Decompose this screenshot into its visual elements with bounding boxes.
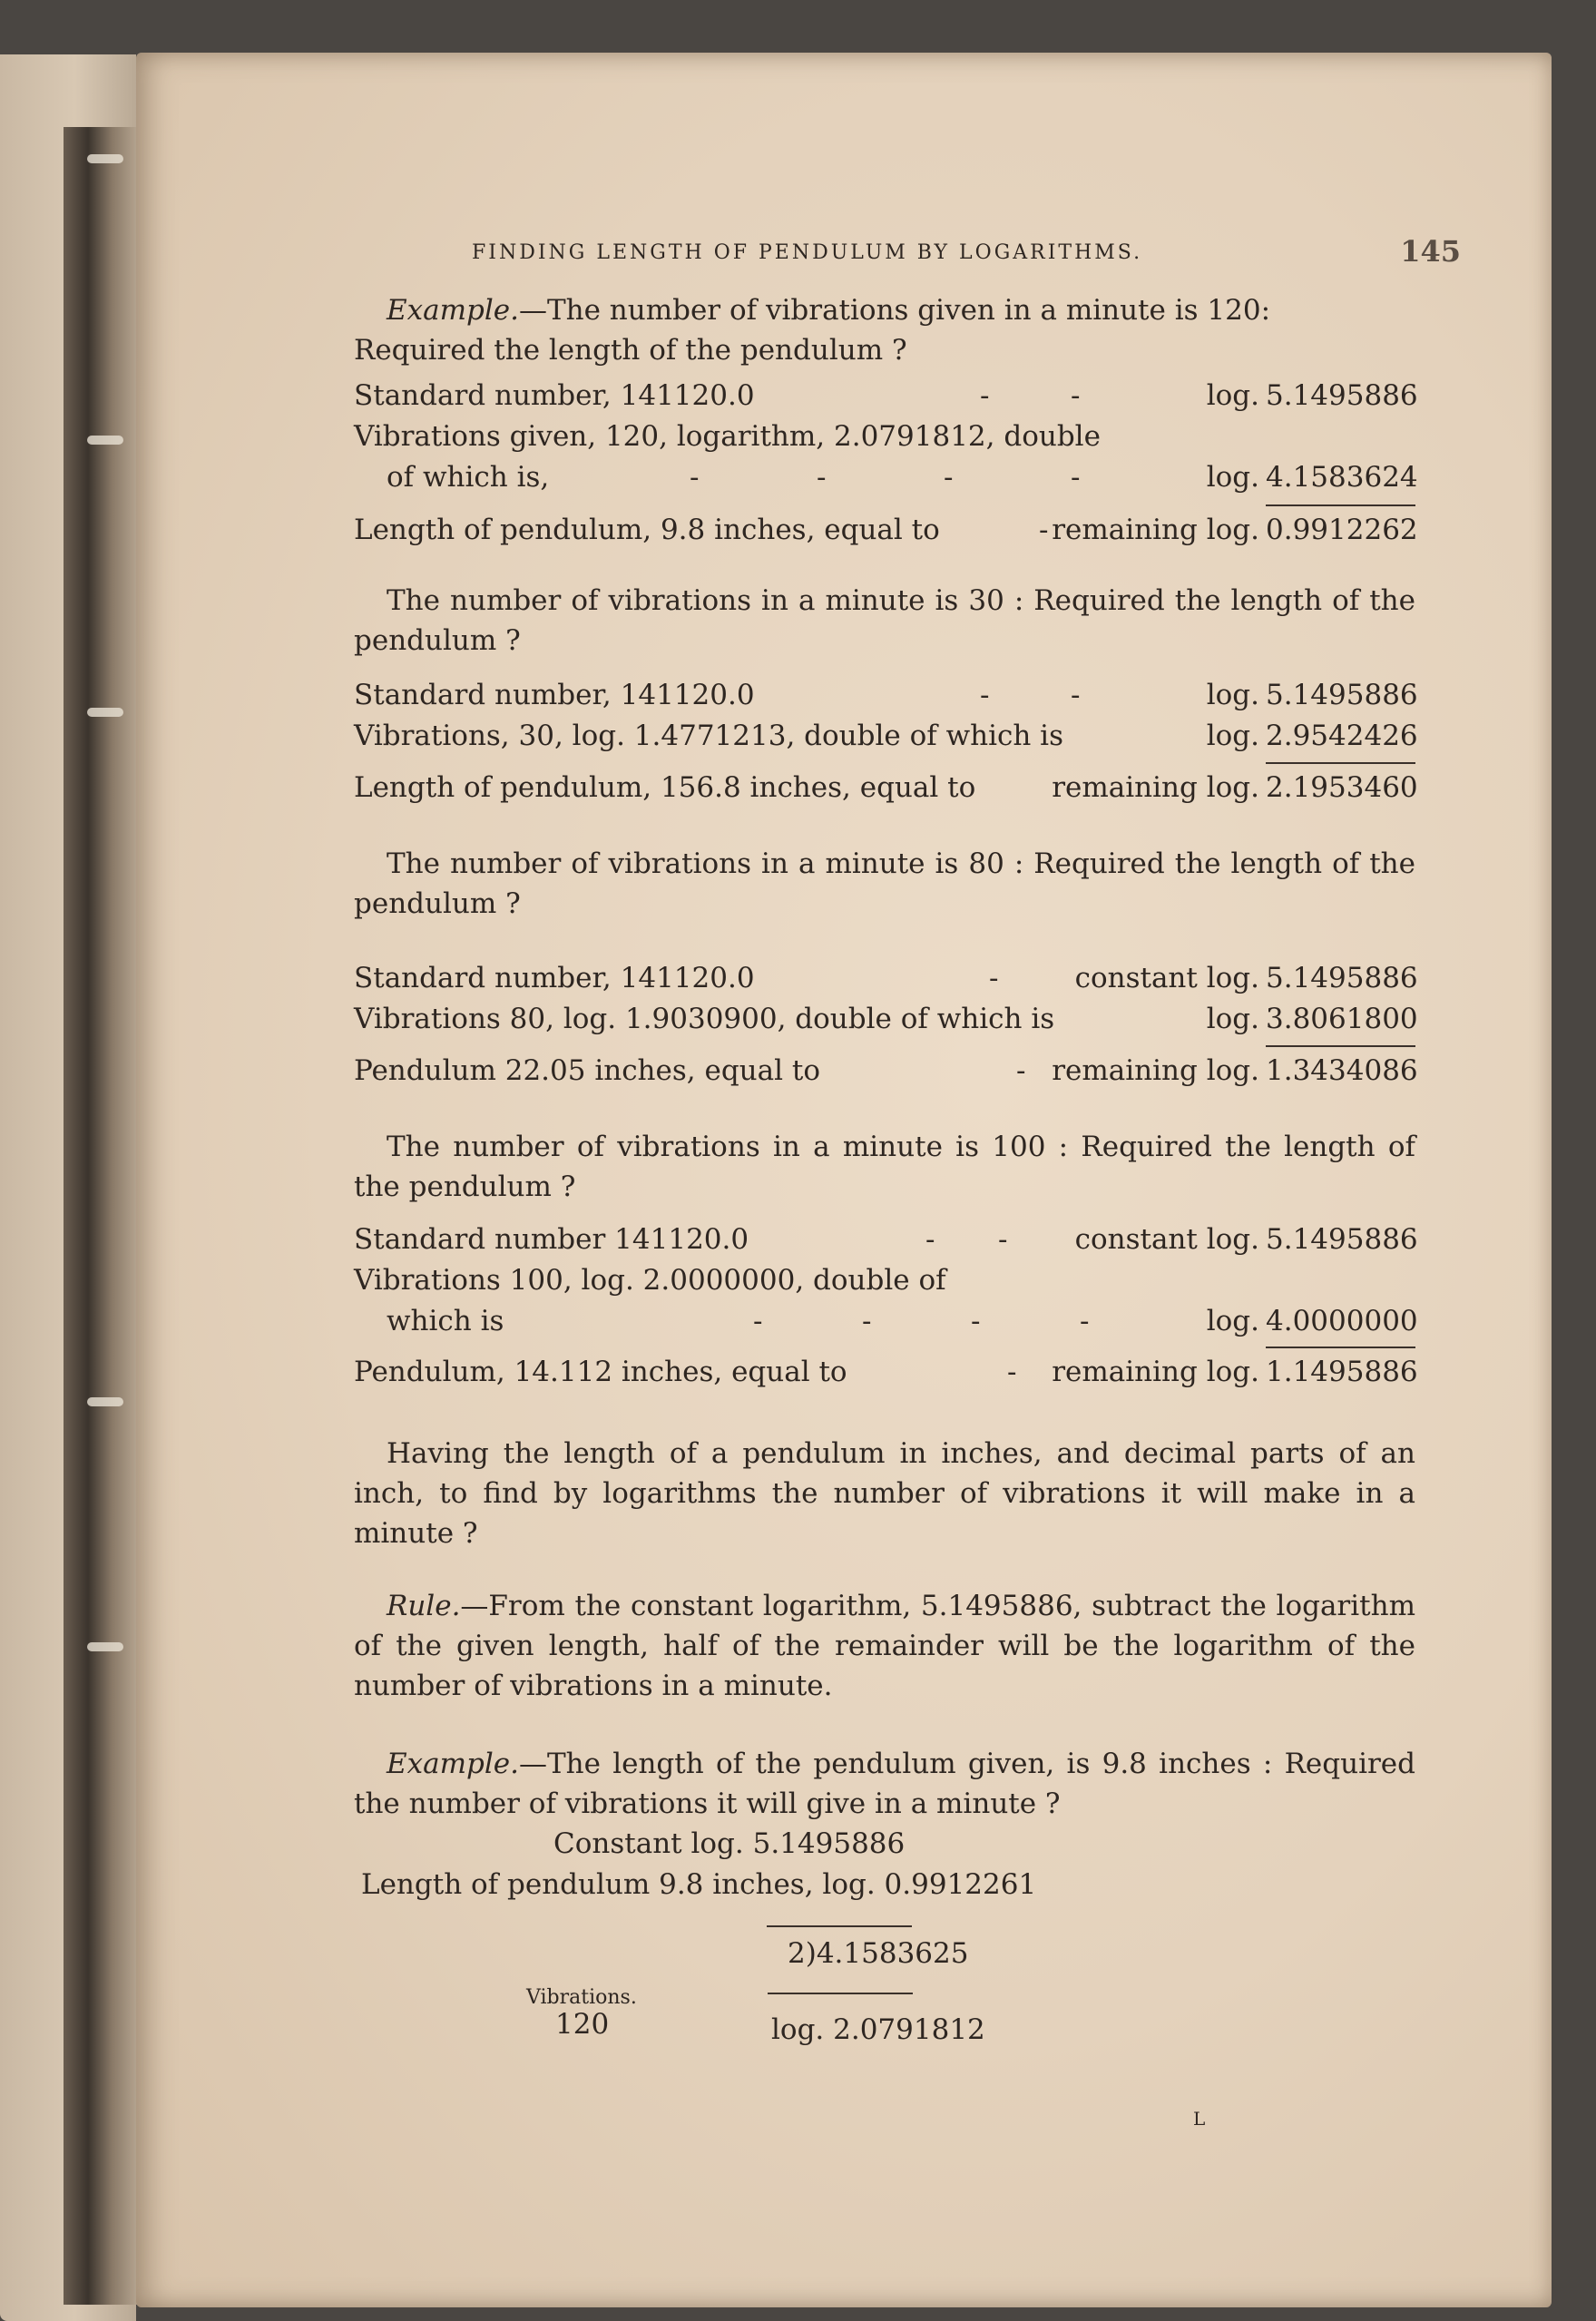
ex2-row-vibrations: Vibrations, 30, log. 1.4771213, double of which is log. 2.9542426 bbox=[354, 720, 1418, 752]
example-label: Example. bbox=[387, 294, 519, 327]
page-number: 145 bbox=[1400, 234, 1461, 269]
example-1-intro: Example.—The number of vibrations given in a minute is 120: Required the length of the pendulum ? bbox=[354, 294, 1271, 367]
ex4-row-vibrations: Vibrations 100, log. 2.0000000, double of bbox=[354, 1264, 946, 1297]
ex2-row-result: Length of pendulum, 156.8 inches, equal to remaining log. 2.1953460 bbox=[354, 771, 1418, 804]
ex3-row-vibrations: Vibrations 80, log. 1.9030900, double of which is log. 3.8061800 bbox=[354, 1003, 1418, 1035]
binding-stitch bbox=[87, 436, 123, 445]
running-head bbox=[472, 234, 1461, 270]
ex1-row-result: Length of pendulum, 9.8 inches, equal to - remaining log. 0.9912262 bbox=[354, 514, 1418, 546]
vibrations-label: Vibrations. bbox=[526, 1986, 637, 2009]
binding-stitch bbox=[87, 154, 123, 163]
ex1-row-standard: Standard number, 141120.0 - - log. 5.1495886 bbox=[354, 379, 1418, 412]
binding-stitch bbox=[87, 1397, 123, 1406]
rule-label: Rule. bbox=[387, 1590, 461, 1622]
subtraction-rule bbox=[1266, 504, 1415, 506]
division-line: 2)4.1583625 bbox=[788, 1937, 969, 1970]
rule-paragraph: Rule.—From the constant logarithm, 5.1495886, subtract the logarithm of the given length, half of the remainder will be the logarithm of the number of vibrations in a minute. bbox=[354, 1590, 1415, 1702]
subtraction-rule bbox=[767, 1925, 912, 1927]
ex2-row-standard: Standard number, 141120.0 - - log. 5.1495886 bbox=[354, 679, 1418, 711]
subtraction-rule bbox=[1266, 762, 1415, 764]
example-5-intro: Example.—The length of the pendulum given, is 9.8 inches : Required the number of vibrations it will give in a minute ? bbox=[354, 1748, 1415, 1820]
example-label: Example. bbox=[387, 1748, 519, 1780]
book-page bbox=[136, 53, 1552, 2307]
example-3-question: The number of vibrations in a minute is 80 : Required the length of the pendulum ? bbox=[354, 847, 1415, 920]
result-log: log. 2.0791812 bbox=[771, 2013, 985, 2046]
ex4-row-result: Pendulum, 14.112 inches, equal to - remaining log. 1.1495886 bbox=[354, 1356, 1418, 1388]
page-title: FINDING LENGTH OF PENDULUM BY LOGARITHMS. bbox=[472, 241, 1143, 264]
book-spine bbox=[64, 127, 145, 2305]
ex1-row-vibrations: Vibrations given, 120, logarithm, 2.0791812, double bbox=[354, 420, 1101, 453]
example-2-question: The number of vibrations in a minute is 30 : Required the length of the pendulum ? bbox=[354, 584, 1415, 657]
constant-log-line: Constant log. 5.1495886 bbox=[553, 1827, 906, 1860]
signature-mark: L bbox=[1193, 2108, 1208, 2130]
ex1-row-double: of which is, - - - - log. 4.1583624 bbox=[387, 461, 1418, 494]
problem-statement: Having the length of a pendulum in inches, and decimal parts of an inch, to find by logarithms the number of vibrations it will make in a minute ? bbox=[354, 1437, 1415, 1550]
ex4-row-standard: Standard number 141120.0 - - constant log. 5.1495886 bbox=[354, 1223, 1418, 1256]
ex3-row-standard: Standard number, 141120.0 - constant log. 5.1495886 bbox=[354, 962, 1418, 994]
vibrations-value: 120 bbox=[555, 2008, 610, 2041]
ex3-row-result: Pendulum 22.05 inches, equal to - remaining log. 1.3434086 bbox=[354, 1054, 1418, 1087]
example-4-question: The number of vibrations in a minute is 100 : Required the length of the pendulum ? bbox=[354, 1131, 1415, 1203]
subtraction-rule bbox=[1266, 1347, 1415, 1348]
subtraction-rule bbox=[1266, 1045, 1415, 1047]
length-log-line: Length of pendulum 9.8 inches, log. 0.9912261 bbox=[361, 1868, 1037, 1901]
ex4-row-double: which is - - - - log. 4.0000000 bbox=[387, 1305, 1418, 1337]
binding-stitch bbox=[87, 1642, 123, 1651]
binding-stitch bbox=[87, 708, 123, 717]
